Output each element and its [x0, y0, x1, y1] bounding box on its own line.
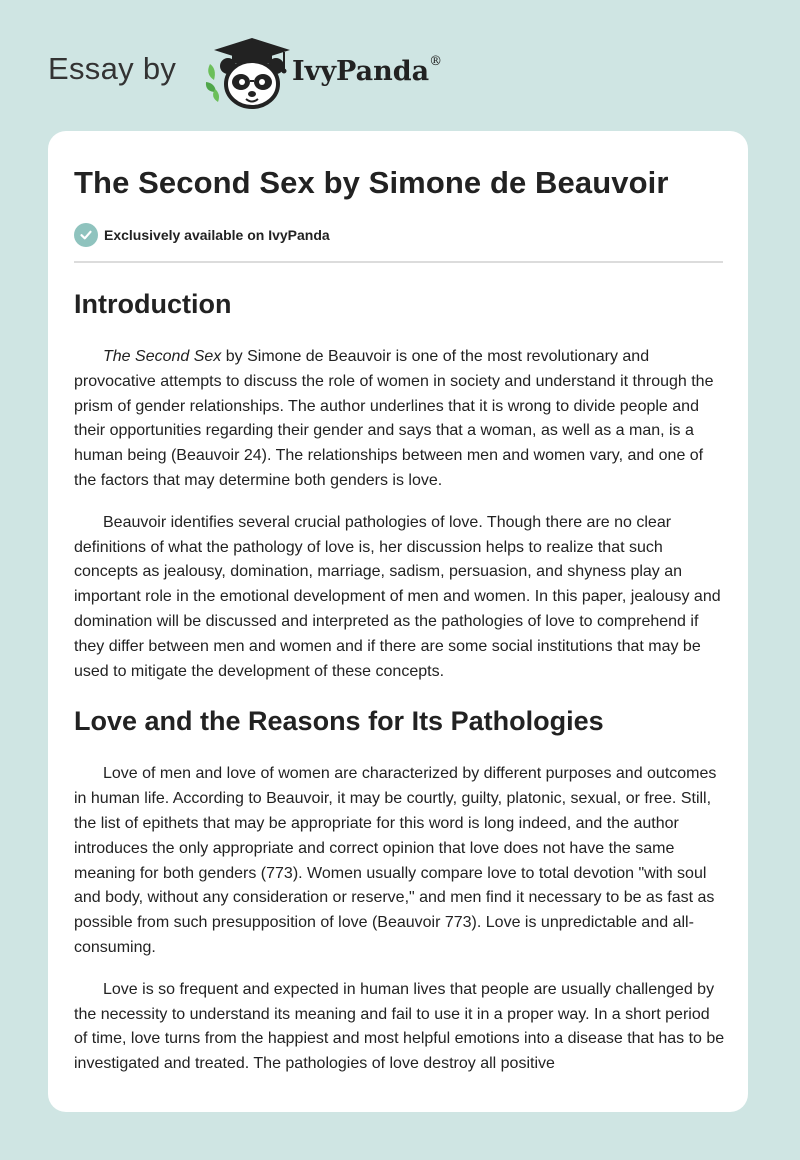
panda-logo-icon[interactable]: [204, 36, 290, 110]
check-icon: [74, 223, 98, 247]
book-title-italic: The Second Sex: [103, 348, 222, 365]
divider: [74, 261, 723, 263]
essay-card: [48, 131, 748, 1112]
exclusive-badge: [74, 222, 330, 248]
section-heading-introduction: Introduction: [74, 289, 232, 319]
exclusive-text: Exclusively available on IvyPanda: [104, 227, 330, 243]
paragraph: Beauvoir identifies several crucial pathologies of love. Though there are no clear definitions of what the pathology of love is, her discussion helps to realize that such concepts as jealousy, domination, marriage, sadism, persuasion, and shyness play an important role in the emotional development of men and women. In this paper, jealousy and domination will be discussed and interpreted as the pathologies of love to comprehend if they differ between men and women and if there are some social institutions that may be used to mitigate the development of these concepts.: [74, 513, 721, 680]
site-header: [48, 36, 608, 116]
essay-content: [74, 281, 726, 1077]
paragraph: Love is so frequent and expected in human lives that people are usually challenged by the necessity to understand its meaning and fail to use it in a proper way. In a short period of time, love turns from the happiest and most helpful emotions into a disease that has to be investigated and treated. The pathologies of love destroy all positive: [74, 980, 725, 1073]
section-heading-love: Love and the Reasons for Its Pathologies: [74, 706, 604, 737]
page-title: The Second Sex by Simone de Beauvoir: [74, 165, 669, 200]
brand-name[interactable]: IvyPanda®: [292, 54, 443, 87]
essay-by-label: Essay by: [48, 51, 177, 86]
paragraph: The Second Sex by Simone de Beauvoir is one of the most revolutionary and provocative attempts to discuss the role of women in society and understand it through the prism of gender relationships. The author underlines that it is wrong to divide people and their opportunities regarding their gender and says that a woman, as well as a man, is a human being (Beauvoir 24). The relationships between men and women vary, and one of the factors that may determine both genders is love.: [74, 348, 714, 489]
registered-mark: ®: [429, 54, 443, 69]
paragraph: Love of men and love of women are characterized by different purposes and outcomes in human life. According to Beauvoir, it may be courtly, guilty, platonic, sexual, or free. Still, the list of epithets that may be appropriate for this word is long indeed, and the author introduces the only appropriate and correct opinion that love does not have the same meaning for both genders (773). Women usually compare love to total devotion "with soul and body, without any consideration or reserve," and men find it necessary to be as fast as possible from such presupposition of love (Beauvoir 773). Love is unpredictable and all-consuming.: [74, 765, 717, 956]
